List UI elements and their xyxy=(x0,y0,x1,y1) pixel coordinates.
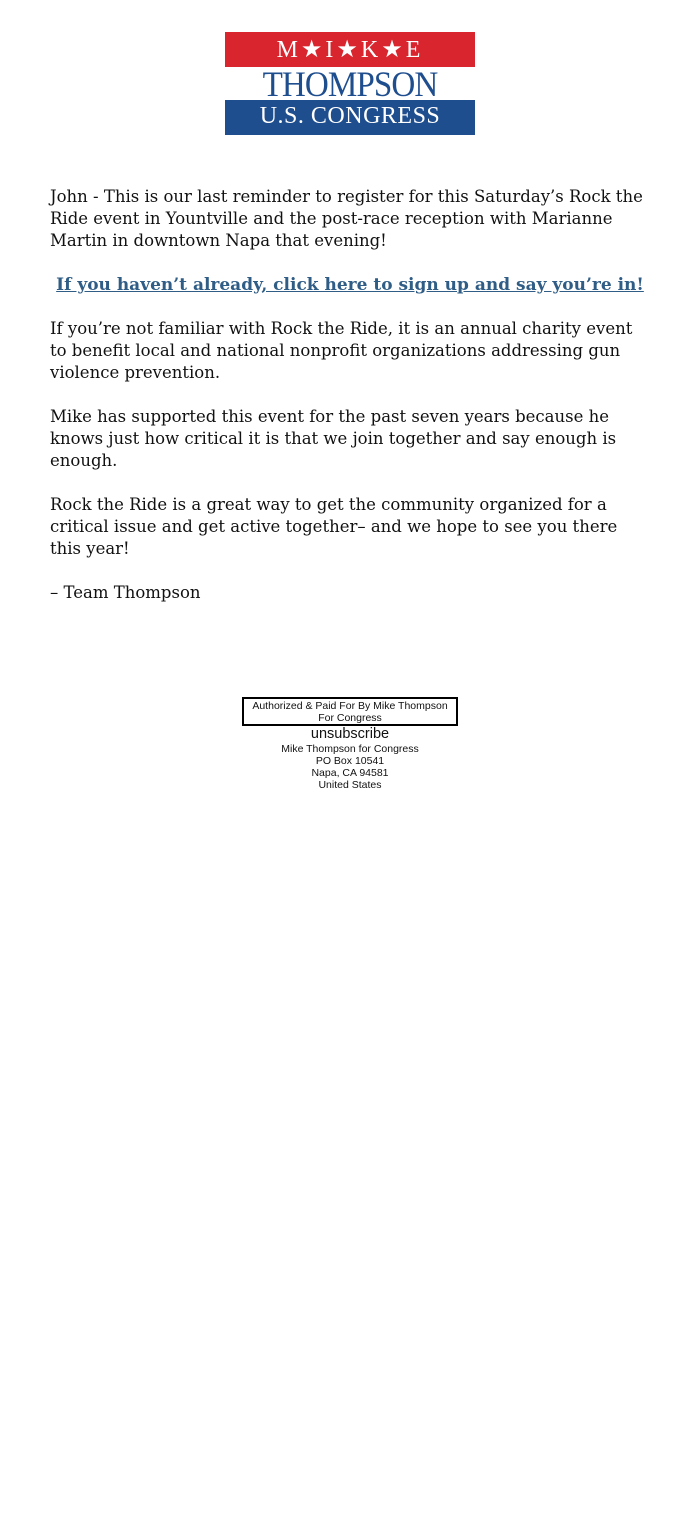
unsubscribe-link[interactable]: unsubscribe xyxy=(310,726,390,742)
paragraph-support: Mike has supported this event for the past seven years because he knows just how critical it is that we join together and say enough is enough. xyxy=(50,407,617,470)
signoff: – Team Thompson xyxy=(50,583,201,602)
signup-link[interactable]: If you haven’t already, click here to sign up and say you’re in! xyxy=(56,275,644,295)
logo-last-name: THOMPSON xyxy=(262,64,438,104)
logo-office: U.S. CONGRESS xyxy=(259,103,441,129)
email-body xyxy=(50,186,650,626)
footer-address-line-2: Napa, CA 94581 xyxy=(311,767,389,779)
footer-country: United States xyxy=(318,779,382,791)
paragraph-invite: Rock the Ride is a great way to get the community organized for a critical issue and get active together– and we hope to see you there this year! xyxy=(50,495,618,558)
footer-org-name: Mike Thompson for Congress xyxy=(281,743,419,755)
logo-first-name: M★I★K★E xyxy=(276,37,424,63)
footer-address-line-1: PO Box 10541 xyxy=(315,755,385,767)
campaign-logo xyxy=(225,32,475,135)
paragraph-about-event: If you’re not familiar with Rock the Ride, it is an annual charity event to benefit local and national nonprofit organizations addressing gun violence prevention. xyxy=(50,319,633,382)
authorized-disclaimer: Authorized & Paid For By Mike Thompson For Congress xyxy=(242,697,458,726)
email-footer xyxy=(0,697,700,791)
signup-cta xyxy=(50,274,650,296)
paragraph-reminder: John - This is our last reminder to register for this Saturday’s Rock the Ride event in Yountville and the post-race reception with Marianne Martin in downtown Napa that evening! xyxy=(50,187,643,250)
